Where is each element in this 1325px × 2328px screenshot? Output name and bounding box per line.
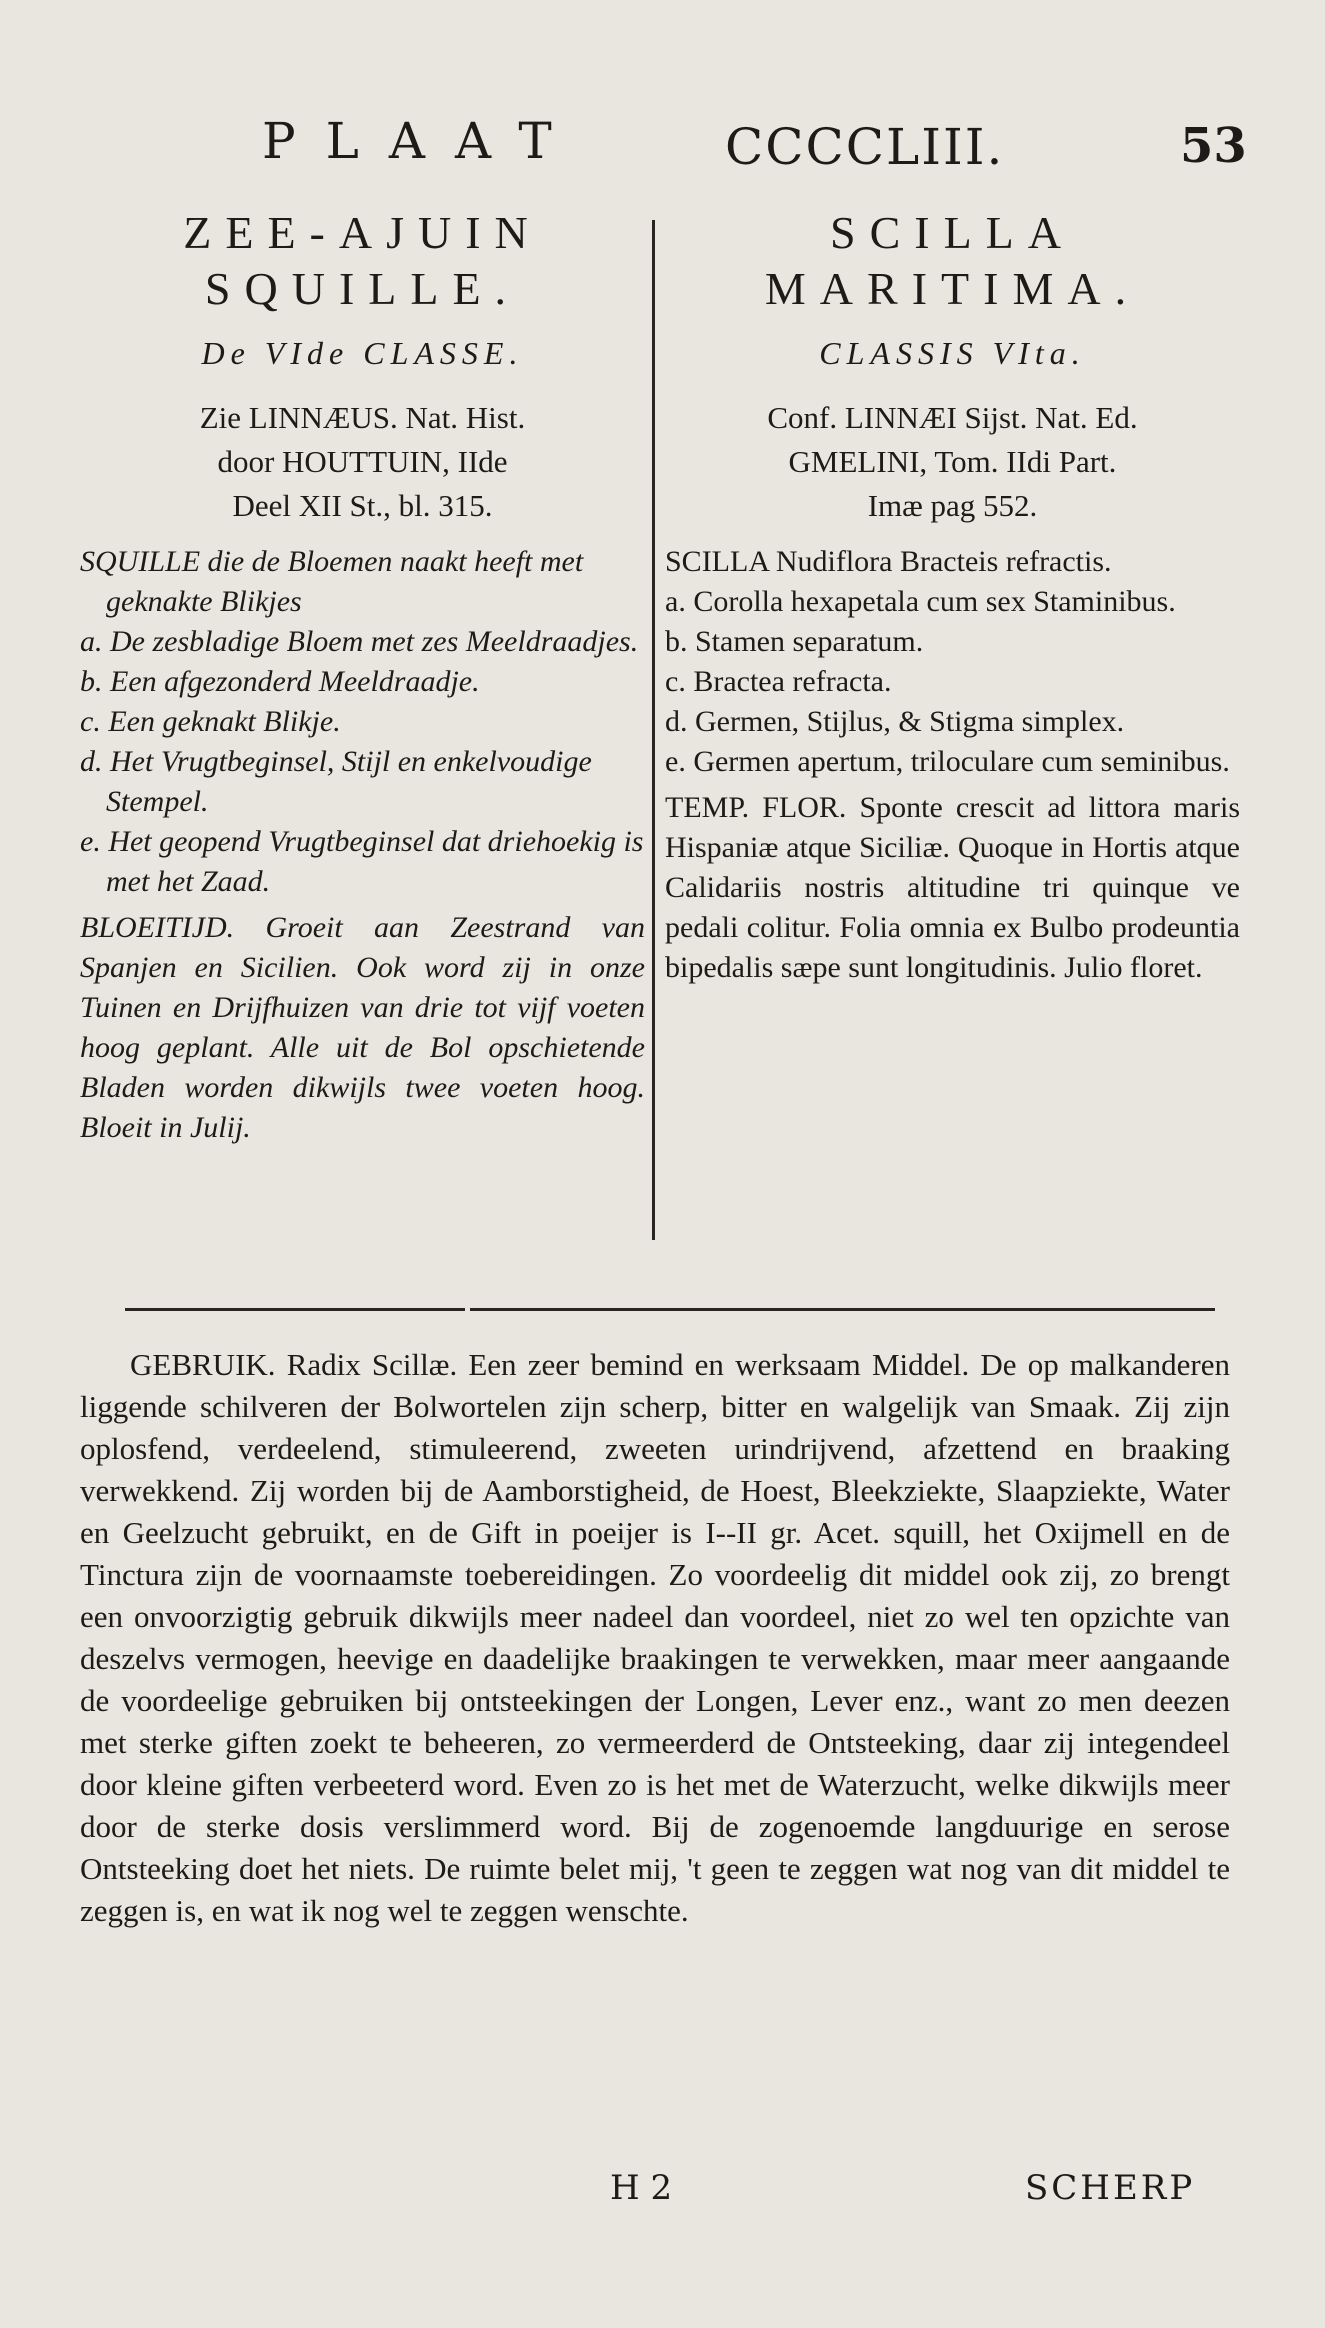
latin-flowering: TEMP. FLOR. Sponte crescit ad littora maris Hispaniæ atque Siciliæ. Quoque in Hortis atque Calidariis nostris altitudine tri quinque ve pedali colitur. Folia omnia ex Bulbo prodeuntia bipedalis sæpe sunt longitudinis. Julio floret.: [665, 791, 1240, 984]
dutch-reference: Zie LINNÆUS. Nat. Hist. door HOUTTUIN, IIde Deel XII St., bl. 315.: [199, 400, 526, 523]
dutch-entry: d. Het Vrugtbeginsel, Stijl en enkelvoudige Stempel.: [80, 745, 592, 818]
latin-reference: Conf. LINNÆI Sijst. Nat. Ed. GMELINI, Tom. IIdi Part. Imæ pag 552.: [767, 400, 1138, 523]
section-rule: [470, 1308, 1215, 1311]
signature-mark: H 2: [610, 2168, 673, 2208]
dutch-entry: c. Een geknakt Blikje.: [80, 705, 341, 738]
dutch-entry: b. Een afgezonderd Meeldraadje.: [80, 665, 480, 698]
dutch-entry: e. Het geopend Vrugtbeginsel dat driehoekig is met het Zaad.: [80, 825, 644, 898]
dutch-column: [80, 205, 645, 1178]
page-number: 53: [1180, 118, 1247, 174]
section-rule: [125, 1308, 465, 1311]
latin-entry: SCILLA Nudiflora Bracteis refractis.: [665, 545, 1112, 578]
latin-entry: d. Germen, Stijlus, & Stigma simplex.: [665, 705, 1125, 738]
dutch-entries: [80, 542, 645, 1148]
latin-entry: c. Bractea refracta.: [665, 665, 892, 698]
dutch-title: ZEE-AJUIN SQUILLE.: [183, 207, 542, 314]
dutch-entry: SQUILLE die de Bloemen naakt heeft met geknakte Blikjes: [80, 545, 584, 618]
latin-entry: e. Germen apertum, triloculare cum seminibus.: [665, 745, 1230, 778]
latin-column: [665, 205, 1240, 1018]
plate-number: CCCCLIII.: [725, 118, 1005, 176]
latin-entries: [665, 542, 1240, 988]
dutch-class: De VIde CLASSE.: [201, 335, 524, 371]
plate-label: PLAAT: [262, 112, 582, 170]
dutch-flowering: BLOEITIJD. Groeit aan Zeestrand van Spanjen en Sicilien. Ook word zij in onze Tuinen en Drijfhuizen van drie tot vijf voeten hoog geplant. Alle uit de Bol opschietende Bladen worden dikwijls twee voeten hoog. Bloeit in Julij.: [80, 911, 645, 1144]
latin-entry: a. Corolla hexapetala cum sex Staminibus.: [665, 585, 1176, 618]
latin-title: SCILLA MARITIMA.: [764, 207, 1141, 314]
latin-class: CLASSIS VIta.: [819, 335, 1086, 371]
usage-paragraph: GEBRUIK. Radix Scillæ. Een zeer bemind en werksaam Middel. De op malkanderen liggende schilveren der Bolwortelen zijn scherp, bitter en walgelijk van Smaak. Zij zijn oplosfend, verdeelend, stimuleerend, zweeten urindrijvend, afzettend en braaking verwekkend. Zij worden bij de Aamborstigheid, de Hoest, Bleekziekte, Slaapziekte, Water en Geelzucht gebruikt, en de Gift in poeijer is I--II gr. Acet. squill, het Oxijmell en de Tinctura zijn de voornaamste toebereidingen. Zo voordeelig dit middel ook zij, zo brengt een onvoorzigtig gebruik dikwijls meer nadeel dan voordeel, niet zo wel ten opzichte van deszelvs vermogen, heevige en daadelijke braakingen te verwekken, maar meer aangaande de voordeelige gebruiken bij ontsteekingen der Longen, Lever enz., want zo men deezen met sterke giften zoekt te beheeren, zo vermeerderd de Ontsteeking, daar zij integendeel door kleine giften verbeeterd word. Even zo is het met de Waterzucht, welke dikwijls meer door de sterke dosis verslimmerd word. Bij de zogenoemde langduurige en serose Ontsteeking doet het niets. De ruimte belet mij, 't geen te zeggen wat nog van dit middel te zeggen is, en wat ik nog wel te zeggen wenschte.: [80, 1347, 1230, 1928]
column-divider: [652, 220, 655, 1240]
catchword: SCHERP: [1025, 2168, 1196, 2208]
dutch-entry: a. De zesbladige Bloem met zes Meeldraadjes.: [80, 625, 639, 658]
latin-entry: b. Stamen separatum.: [665, 625, 924, 658]
